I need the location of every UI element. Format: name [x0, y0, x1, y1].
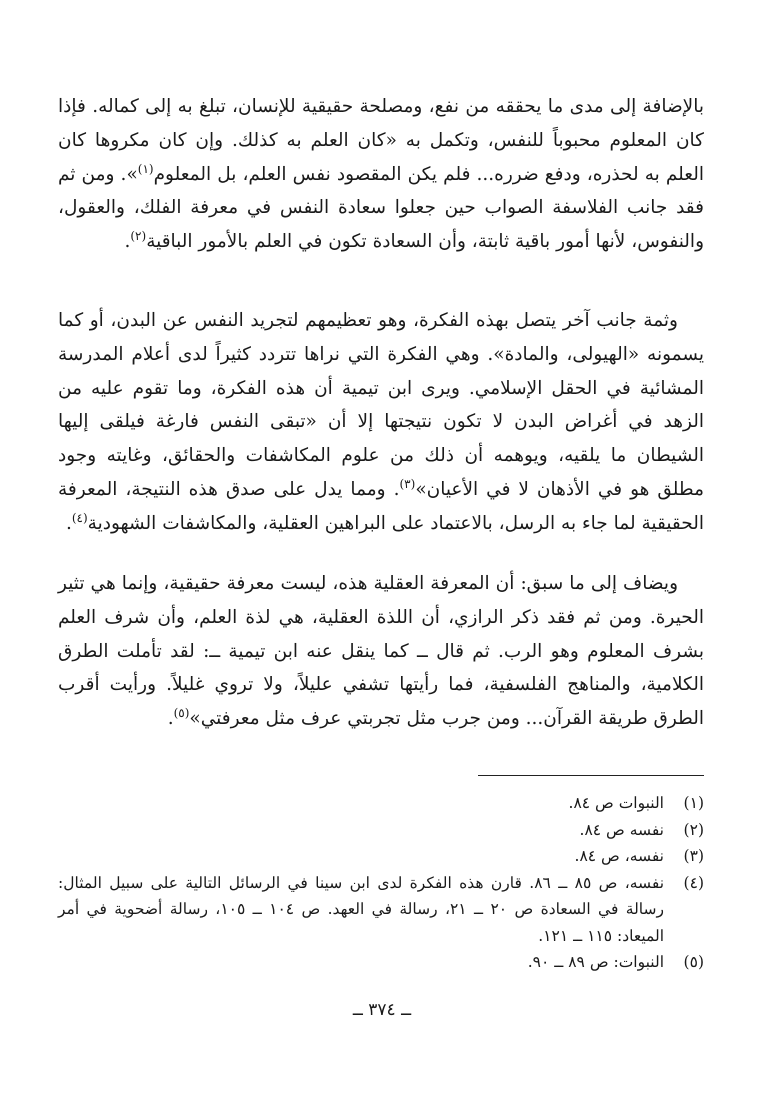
paragraph-text: . — [167, 708, 174, 730]
body-paragraph-2 — [58, 304, 704, 541]
footnote-ref-1: (١) — [137, 161, 154, 176]
paragraph-text: . — [65, 512, 72, 534]
paragraph-text: وثمة جانب آخر يتصل بهذه الفكرة، وهو تعظيمهم لتجريد النفس عن البدن، أو كما يسمونه «الهيولى، والمادة». وهي الفكرة التي نراها تتردد كثيراً لدى أعلام المدرسة المشائية في الحقل الإسلامي. ويرى ابن تيمية أن هذه الفكرة، وما تقوم عليه من الزهد في أغراض البدن لا تكون نتيجتها إلا أن «تبقى النفس فارغة فيلقى إليها الشيطان ما يلقيه، ويوهمه أن ذلك من علوم المكاشفات والحقائق، وغايته وجود مطلق هو في الأذهان لا في الأعيان» — [58, 310, 704, 500]
footnote-item — [58, 870, 704, 950]
body-paragraph-1 — [58, 90, 704, 259]
footnote-ref-2: (٢) — [130, 229, 147, 244]
footnote-text: نفسه ص ٨٤. — [579, 820, 664, 839]
paragraph-text: . ومما يدل على صدق هذه النتيجة، المعرفة الحقيقية لما جاء به الرسل، بالاعتماد على البراهين العقلية، والمكاشفات الشهودية — [58, 478, 704, 534]
body-paragraph-3 — [58, 567, 704, 736]
footnote-item — [58, 843, 704, 870]
footnotes-section — [58, 790, 704, 976]
footnote-text: النبوات ص ٨٤. — [568, 794, 664, 812]
footnote-number: (٤) — [683, 873, 704, 892]
footnote-item — [58, 949, 704, 976]
footnote-number: (٣) — [683, 847, 704, 865]
footnote-divider — [478, 775, 704, 776]
footnote-number: (٥) — [683, 953, 704, 971]
paragraph-text: . — [124, 231, 131, 253]
footnote-ref-4: (٤) — [71, 510, 88, 525]
page-number: ــ ٣٧٤ ــ — [352, 1000, 412, 1020]
footnote-item — [58, 817, 704, 844]
footnote-text: نفسه، ص ٨٥ ــ ٨٦. قارن هذه الفكرة لدى ابن سينا في الرسائل التالية على سبيل المثال: رسالة في السعادة ص ٢٠ ــ ٢١، رسالة في العهد. ص ١٠٤ ــ ١٠٥، رسالة أضحوية في أمر الميعاد: ١١٥ ــ ١٢١. — [58, 873, 665, 945]
paragraph-text: بالإضافة إلى مدى ما يحققه من نفع، ومصلحة حقيقية للإنسان، تبلغ به إلى كماله. فإذا كان المعلوم محبوباً للنفس، وتكمل به «كان العلم به كذلك. وإن كان مكروها كان العلم به لحذره، ودفع ضرره... فلم يكن المقصود نفس العلم، بل المعلوم — [58, 96, 704, 185]
paragraph-text: ويضاف إلى ما سبق: أن المعرفة العقلية هذه، ليست معرفة حقيقية، وإنما هي تثير الحيرة. ومن ثم فقد ذكر الرازي، أن اللذة العقلية، هي لذة العلم، وأن شرف العلم بشرف المعلوم وهو الرب. ثم قال ــ كما ينقل عنه ابن تيمية ــ: لقد تأملت الطرق الكلامية، والمناهج الفلسفية، فما رأيتها تشفي عليلاً، ولا تروي غليلاً. ورأيت أقرب الطرق طريقة القرآن... ومن جرب مثل تجربتي عرف مثل معرفتي» — [58, 573, 704, 730]
footnote-text: النبوات: ص ٨٩ ــ ٩٠. — [527, 953, 664, 971]
footnote-item — [58, 790, 704, 817]
footnote-ref-5: (٥) — [173, 706, 190, 721]
footnote-text: نفسه، ص ٨٤. — [574, 847, 664, 865]
paragraph-text: ». ومن ثم فقد جانب الفلاسفة الصواب حين جعلوا سعادة النفس في معرفة الفلك، والعقول، والنفوس، لأنها أمور باقية ثابتة، وأن السعادة تكون في العلم بالأمور الباقية — [58, 163, 704, 253]
footnote-number: (١) — [683, 794, 704, 812]
footnote-number: (٢) — [683, 820, 704, 839]
footnote-ref-3: (٣) — [399, 476, 416, 491]
